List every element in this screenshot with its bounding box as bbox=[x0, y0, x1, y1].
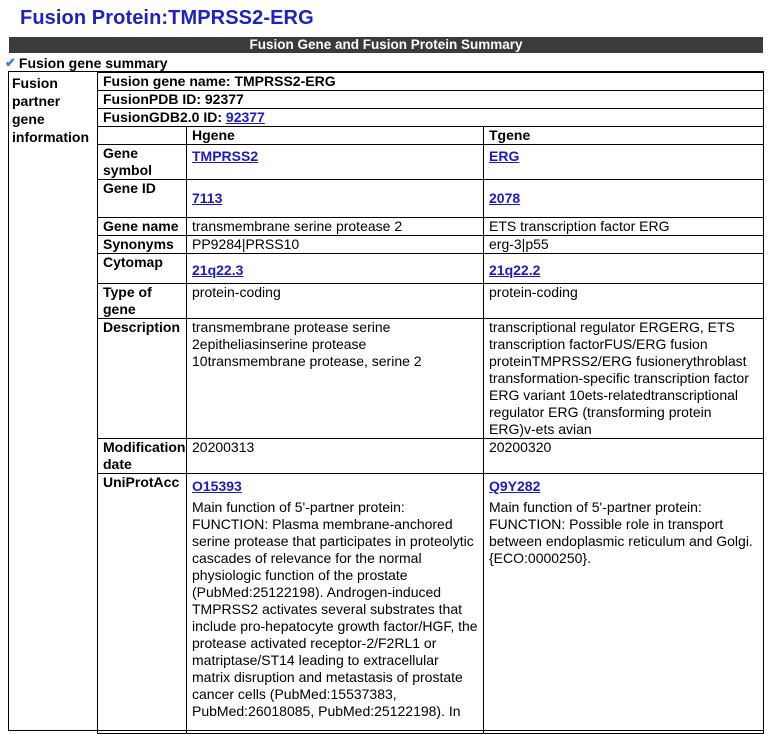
hgene-name: transmembrane serine protease 2 bbox=[187, 218, 484, 236]
fusionpdb-id: FusionPDB ID: 92377 bbox=[98, 91, 764, 109]
tgene-cytomap-cell bbox=[484, 254, 764, 284]
row-label-uniprotacc: UniProtAcc bbox=[98, 474, 187, 734]
hgene-function-text: Main function of 5'-partner protein: FUNCTION: Plasma membrane-anchored serine protease that participates in proteolytic cascades of relevance for the normal physiologic function of the prostate (PubMed:25122198). Androgen-induced TMPRSS2 activates several substrates that include pro-hepatocyte growth factor/HGF, the protease activated receptor-2/F2RL1 or matriptase/ST14 leading to extracellular matrix disruption and metastasis of prostate cancer cells (PubMed:15537383, PubMed:26018085, PubMed:25122198). In bbox=[192, 499, 478, 719]
hgene-description: transmembrane protease serine 2epitheliasinserine protease 10transmembrane protease, serine 2 bbox=[187, 319, 484, 439]
tgene-modification-date: 20200320 bbox=[484, 439, 764, 474]
hgene-id-cell bbox=[187, 180, 484, 218]
tgene-id-cell bbox=[484, 180, 764, 218]
row-label-gene-symbol: Gene symbol bbox=[98, 145, 187, 180]
tgene-uniprot-cell bbox=[484, 474, 764, 734]
row-label-gene-name: Gene name bbox=[98, 218, 187, 236]
fusiongdb-id-label: FusionGDB2.0 ID: bbox=[103, 109, 226, 125]
page-title: Fusion Protein:TMPRSS2-ERG bbox=[20, 7, 314, 29]
gene-info-table bbox=[97, 72, 764, 734]
tgene-cytomap-link[interactable]: 21q22.2 bbox=[489, 261, 541, 278]
empty-header-cell bbox=[98, 127, 187, 145]
tgene-function-text: Main function of 5'-partner protein: FUNCTION: Possible role in transport between endoplasmic reticulum and Golgi. {ECO:0000250}. bbox=[489, 499, 753, 566]
tgene-symbol-cell bbox=[484, 145, 764, 180]
table-row bbox=[98, 127, 764, 145]
tgene-synonyms: erg-3|p55 bbox=[484, 236, 764, 254]
tgene-symbol-link[interactable]: ERG bbox=[489, 148, 520, 164]
table-row bbox=[98, 218, 764, 236]
checkmark-icon: ✔ bbox=[5, 55, 16, 70]
hgene-symbol-cell bbox=[187, 145, 484, 180]
row-label-synonyms: Synonyms bbox=[98, 236, 187, 254]
row-label-description: Description bbox=[98, 319, 187, 439]
table-row bbox=[98, 474, 764, 734]
hgene-type: protein-coding bbox=[187, 284, 484, 319]
hgene-uniprot-cell bbox=[187, 474, 484, 734]
fusion-gene-summary-label: Fusion gene summary bbox=[18, 55, 168, 71]
row-label-modification-date: Modification date bbox=[98, 439, 187, 474]
hgene-cytomap-cell bbox=[187, 254, 484, 284]
fusion-gene-name: Fusion gene name: TMPRSS2-ERG bbox=[98, 73, 764, 91]
table-row bbox=[98, 284, 764, 319]
row-label-gene-id: Gene ID bbox=[98, 180, 187, 218]
row-label-type-of-gene: Type of gene bbox=[98, 284, 187, 319]
table-row bbox=[98, 319, 764, 439]
tgene-description: transcriptional regulator ERGERG, ETS transcription factorFUS/ERG fusion proteinTMPRSS2/ERG fusionerythroblast transformation-specific transcription factor ERG variant 10ets-relatedtranscriptional regulator ERG (transforming protein ERG)v-ets avian bbox=[484, 319, 764, 439]
hgene-uniprot-link[interactable]: O15393 bbox=[192, 478, 242, 494]
row-label-cytomap: Cytomap bbox=[98, 254, 187, 284]
tgene-type: protein-coding bbox=[484, 284, 764, 319]
hgene-modification-date: 20200313 bbox=[187, 439, 484, 474]
tgene-id-link[interactable]: 2078 bbox=[489, 190, 521, 206]
fusiongdb-id-link[interactable]: 92377 bbox=[225, 109, 265, 125]
table-row bbox=[98, 73, 764, 91]
table-row bbox=[98, 145, 764, 180]
table-row bbox=[98, 254, 764, 284]
table-row bbox=[98, 109, 764, 127]
tgene-uniprot-link[interactable]: Q9Y282 bbox=[489, 478, 541, 494]
table-row bbox=[98, 236, 764, 254]
hgene-id-link[interactable]: 7113 bbox=[192, 190, 223, 206]
table-row bbox=[98, 91, 764, 109]
fusiongdb-id bbox=[98, 109, 764, 127]
tgene-name: ETS transcription factor ERG bbox=[484, 218, 764, 236]
tgene-column-header: Tgene bbox=[484, 127, 764, 145]
fusion-gene-summary-toggle[interactable] bbox=[5, 55, 168, 71]
section-header-bar: Fusion Gene and Fusion Protein Summary bbox=[9, 37, 763, 53]
hgene-cytomap-link[interactable]: 21q22.3 bbox=[192, 261, 244, 278]
table-row bbox=[98, 439, 764, 474]
fusion-partner-gene-info-label: Fusion partner gene information bbox=[12, 75, 89, 145]
table-row bbox=[98, 180, 764, 218]
hgene-synonyms: PP9284|PRSS10 bbox=[187, 236, 484, 254]
hgene-symbol-link[interactable]: TMPRSS2 bbox=[192, 148, 259, 164]
hgene-column-header: Hgene bbox=[187, 127, 484, 145]
